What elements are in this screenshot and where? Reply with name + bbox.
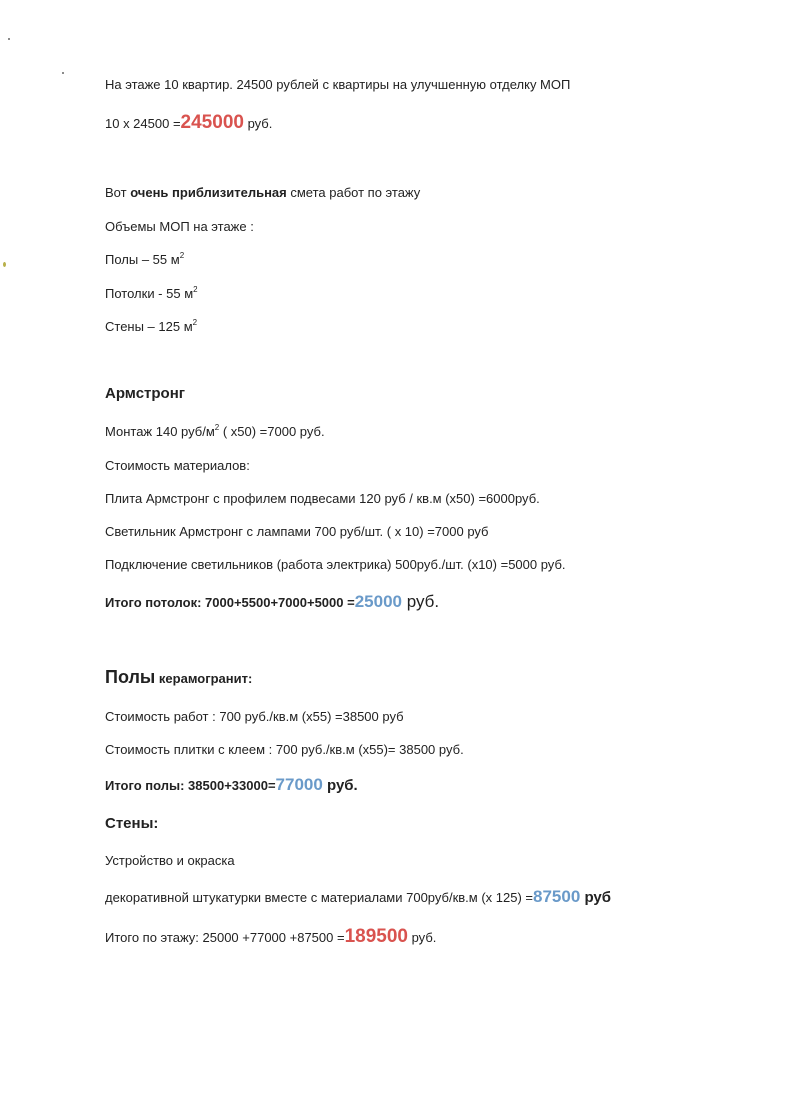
walls-line2 [105,889,611,906]
floors-work: Стоимость работ : 700 руб./кв.м (х55) =38500 руб [105,709,404,724]
volume-ceilings [105,286,198,302]
grand-total-prefix: Итого по этажу: 25000 +77000 +87500 = [105,930,345,945]
volume-ceilings-text: Потолки - 55 м [105,286,194,301]
floors-tiles: Стоимость плитки с клеем : 700 руб./кв.м (х55)= 38500 руб. [105,742,464,757]
walls-line1: Устройство и окраска [105,853,235,868]
install-text: Монтаж 140 руб/м [105,424,215,439]
scan-speck [62,72,64,74]
walls-calc: декоративной штукатурки вместе с материалами 700руб/кв.м (х 125) = [105,890,534,905]
armstrong-heading: Армстронг [105,385,186,402]
armstrong-plate: Плита Армстронг с профилем подвесами 120 руб / кв.м (х50) =6000руб. [105,491,540,506]
superscript: 2 [214,423,220,432]
floors-heading-small: керамогранит: [155,671,253,686]
floors-heading-big: Полы [105,667,156,687]
scan-speck [8,38,10,40]
floors-total-prefix: Итого полы: 38500+33000= [105,778,276,793]
estimate-prefix: Вот [105,185,131,200]
walls-unit: руб [580,889,612,906]
floors-total-unit: руб. [322,777,358,794]
scan-speck [3,262,6,267]
calc-unit: руб. [243,116,273,131]
grand-total-unit: руб. [407,930,437,945]
armstrong-lamp: Светильник Армстронг с лампами 700 руб/шт. ( х 10) =7000 руб [105,524,489,539]
floors-heading [105,669,252,687]
estimate-bold: очень приблизительная [130,185,287,200]
armstrong-connect: Подключение светильников (работа электрика) 500руб./шт. (х10) =5000 руб. [105,557,566,572]
superscript: 2 [192,318,198,327]
volume-floors [105,252,184,268]
ceiling-total-prefix: Итого потолок: 7000+5500+7000+5000 = [105,595,355,610]
volume-floors-text: Полы – 55 м [105,252,180,267]
intro-calc [105,112,273,133]
superscript: 2 [179,251,185,260]
volume-walls-text: Стены – 125 м [105,319,193,334]
ceiling-total [105,594,439,611]
estimate-suffix: смета работ по этажу [286,185,421,200]
calc-total: 245000 [180,112,244,133]
ceiling-total-value: 25000 [354,592,402,611]
floors-total [105,777,358,794]
grand-total [105,926,437,947]
estimate-line [105,185,420,201]
intro-line: На этаже 10 квартир. 24500 рублей с квартиры на улучшенную отделку МОП [105,77,571,92]
floors-total-value: 77000 [275,775,323,794]
materials-label: Стоимость материалов: [105,458,250,473]
grand-total-value: 189500 [344,926,408,947]
armstrong-install [105,424,325,440]
superscript: 2 [193,285,198,294]
volume-walls [105,319,197,335]
ceiling-total-unit: руб. [401,592,440,611]
install-calc: ( х50) =7000 руб. [219,424,325,439]
calc-prefix: 10 х 24500 = [105,116,181,131]
volumes-title: Объемы МОП на этаже : [105,219,254,234]
walls-value: 87500 [533,887,581,906]
walls-heading: Стены: [105,815,159,832]
